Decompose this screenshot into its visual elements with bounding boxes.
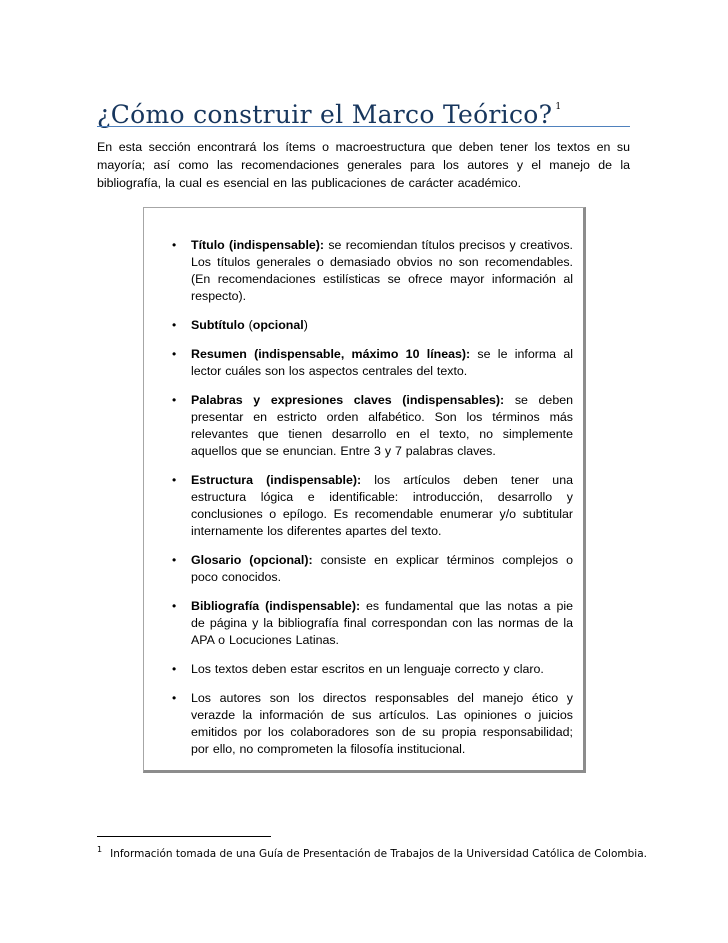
title-footnote-mark: 1: [555, 102, 562, 112]
item-text: Los autores son los directos responsables del manejo ético y verazde la información de sus artículos. Las opiniones o juicios emitidos por los colaboradores son de su propia responsabilidad; por ello, no comprometen la filosofía institucional.: [191, 691, 573, 756]
item-text: se le informa al lector cuáles son los aspectos centrales del texto.: [191, 347, 573, 378]
page-title: [97, 92, 637, 130]
list-item-lenguaje: [144, 661, 583, 678]
item-text-2: ): [303, 318, 308, 332]
list-item-titulo: [144, 237, 583, 305]
bullet-icon: •: [172, 347, 177, 361]
item-bold: Subtítulo: [191, 318, 245, 332]
list-item-bibliografia: [144, 598, 583, 649]
footnote: [97, 842, 657, 862]
item-bold: Bibliografía (indispensable):: [191, 599, 361, 613]
list-item-palabras-claves: [144, 392, 583, 460]
bullet-icon: •: [172, 318, 177, 332]
list-item-subtitulo: [144, 317, 583, 334]
item-text: Los textos deben estar escritos en un lenguaje correcto y claro.: [191, 662, 544, 676]
bullet-icon: •: [172, 599, 177, 613]
title-underline: [97, 126, 630, 127]
item-text: es fundamental que las notas a pie de página y la bibliografía final correspondan con las normas de la APA o Locuciones Latinas.: [191, 599, 573, 647]
list-item-resumen: [144, 346, 583, 380]
item-text: se deben presentar en estricto orden alfabético. Son los términos más relevantes que tienen desarrollo en el texto, no simplemente aquellos que se enuncian. Entre 3 y 7 palabras claves.: [191, 393, 573, 458]
footnote-separator: [97, 836, 271, 837]
list-item-estructura: [144, 472, 583, 540]
item-bold-2: opcional: [252, 318, 304, 332]
item-bold: Resumen (indispensable, máximo 10 líneas):: [191, 347, 471, 361]
guidelines-box: [143, 207, 586, 773]
bullet-icon: •: [172, 473, 177, 487]
item-bold: Glosario (opcional):: [191, 553, 313, 567]
bullet-icon: •: [172, 393, 177, 407]
footnote-text: Información tomada de una Guía de Presentación de Trabajos de la Universidad Católica de Colombia.: [110, 848, 647, 860]
bullet-icon: •: [172, 691, 177, 705]
intro-paragraph: En esta sección encontrará los ítems o macroestructura que deben tener los textos en su mayoría; así como las recomendaciones generales para los autores y el manejo de la bibliografía, la cual es esencial en las publicaciones de carácter académico.: [97, 140, 630, 190]
item-text: los artículos deben tener una estructura lógica e identificable: introducción, desarrollo y conclusiones o epílogo. Es recomendable enumerar y/o subtitular internamente los diferentes apartes del texto.: [191, 473, 573, 538]
item-text: consiste en explicar términos complejos o poco conocidos.: [191, 553, 574, 584]
footnote-mark: 1: [97, 845, 103, 854]
item-bold: Estructura (indispensable):: [191, 473, 362, 487]
item-bold: Palabras y expresiones claves (indispensables):: [191, 393, 505, 407]
bullet-icon: •: [172, 662, 177, 676]
bullet-icon: •: [172, 553, 177, 567]
item-text: se recomiendan títulos precisos y creativos. Los títulos generales o demasiado obvios no son recomendables. (En recomendaciones estilísticas se ofrece mayor información al respecto).: [191, 238, 573, 303]
item-bold: Título (indispensable):: [191, 238, 325, 252]
item-text: (: [244, 318, 253, 332]
list-item-responsabilidad: [144, 690, 583, 758]
title-text: ¿Cómo construir el Marco Teórico?: [97, 100, 553, 129]
bullet-icon: •: [172, 238, 177, 252]
list-item-glosario: [144, 552, 583, 586]
guidelines-list: [144, 237, 583, 770]
